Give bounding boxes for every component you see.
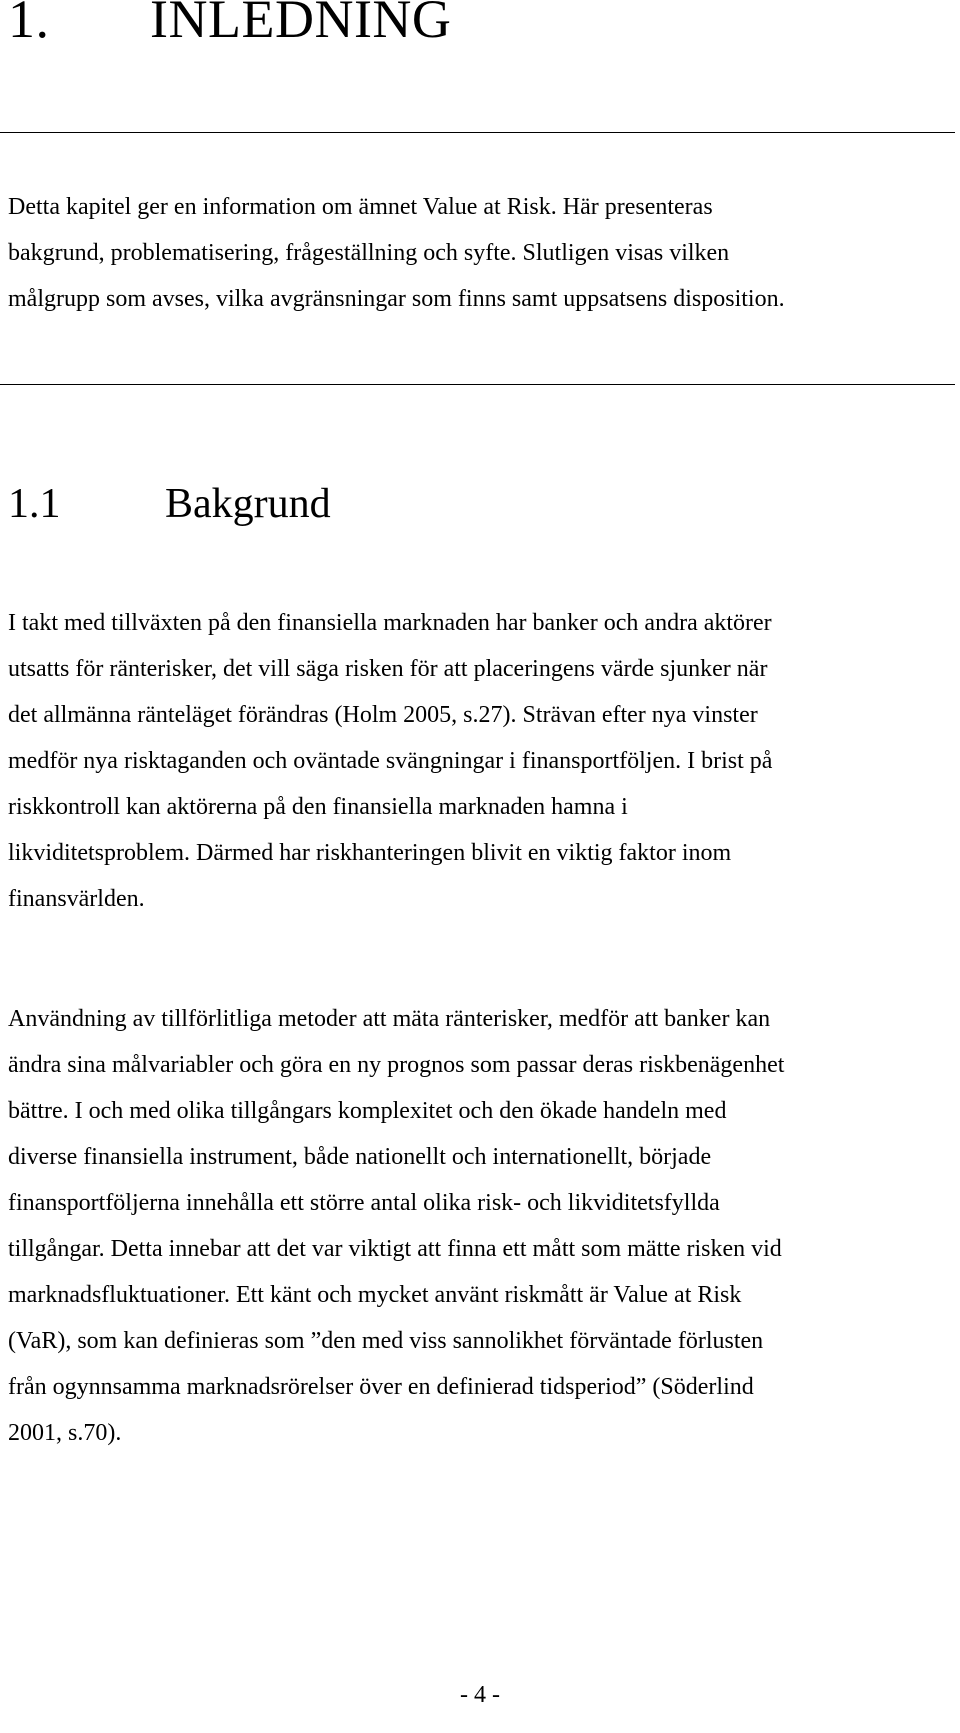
paragraph-line: likviditetsproblem. Därmed har riskhanteringen blivit en viktig faktor inom [8,840,732,866]
bottom-rule [0,384,955,385]
chapter-introduction [8,184,938,322]
chapter-title: INLEDNING [150,0,452,49]
top-rule [0,132,955,133]
paragraph-line: tillgångar. Detta innebar att det var viktigt att finna ett mått som mätte risken vid [8,1236,782,1262]
paragraph-line: I takt med tillväxten på den finansiella marknaden har banker och andra aktörer [8,610,772,636]
paragraph-line: ändra sina målvariabler och göra en ny prognos som passar deras riskbenägenhet [8,1052,785,1078]
section-heading [8,478,331,530]
intro-line: Detta kapitel ger en information om ämnet Value at Risk. Här presenteras [8,194,713,220]
paragraph-line: riskkontroll kan aktörerna på den finansiella marknaden hamna i [8,794,628,820]
paragraph-line: (VaR), som kan definieras som ”den med viss sannolikhet förväntade förlusten [8,1328,764,1354]
chapter-heading [8,0,451,52]
intro-line: bakgrund, problematisering, frågeställning och syfte. Slutligen visas vilken [8,240,730,266]
paragraph-line: finansportföljerna innehålla ett större antal olika risk- och likviditetsfyllda [8,1190,720,1216]
paragraph-line: Användning av tillförlitliga metoder att mäta ränterisker, medför att banker kan [8,1006,771,1032]
section-number: 1.1 [8,481,61,527]
section-title: Bakgrund [165,481,331,527]
page-number: - 4 - [460,1682,500,1708]
paragraph-line: marknadsfluktuationer. Ett känt och mycket använt riskmått är Value at Risk [8,1282,742,1308]
paragraph-line: utsatts för ränterisker, det vill säga risken för att placeringens värde sjunker när [8,656,768,682]
paragraph-1 [8,600,953,922]
paragraph-line: bättre. I och med olika tillgångars komplexitet och den ökade handeln med [8,1098,727,1124]
intro-line: målgrupp som avses, vilka avgränsningar som finns samt uppsatsens disposition. [8,286,785,312]
paragraph-line: medför nya risktaganden och oväntade svängningar i finansportföljen. I brist på [8,748,773,774]
paragraph-line: från ogynnsamma marknadsrörelser över en definierad tidsperiod” (Söderlind [8,1374,754,1400]
paragraph-line: det allmänna ränteläget förändras (Holm 2005, s.27). Strävan efter nya vinster [8,702,758,728]
paragraph-line: diverse finansiella instrument, både nationellt och internationellt, började [8,1144,712,1170]
paragraph-line: finansvärlden. [8,886,145,912]
paragraph-2 [8,996,953,1456]
chapter-number: 1. [8,0,50,49]
paragraph-line: 2001, s.70). [8,1420,122,1446]
